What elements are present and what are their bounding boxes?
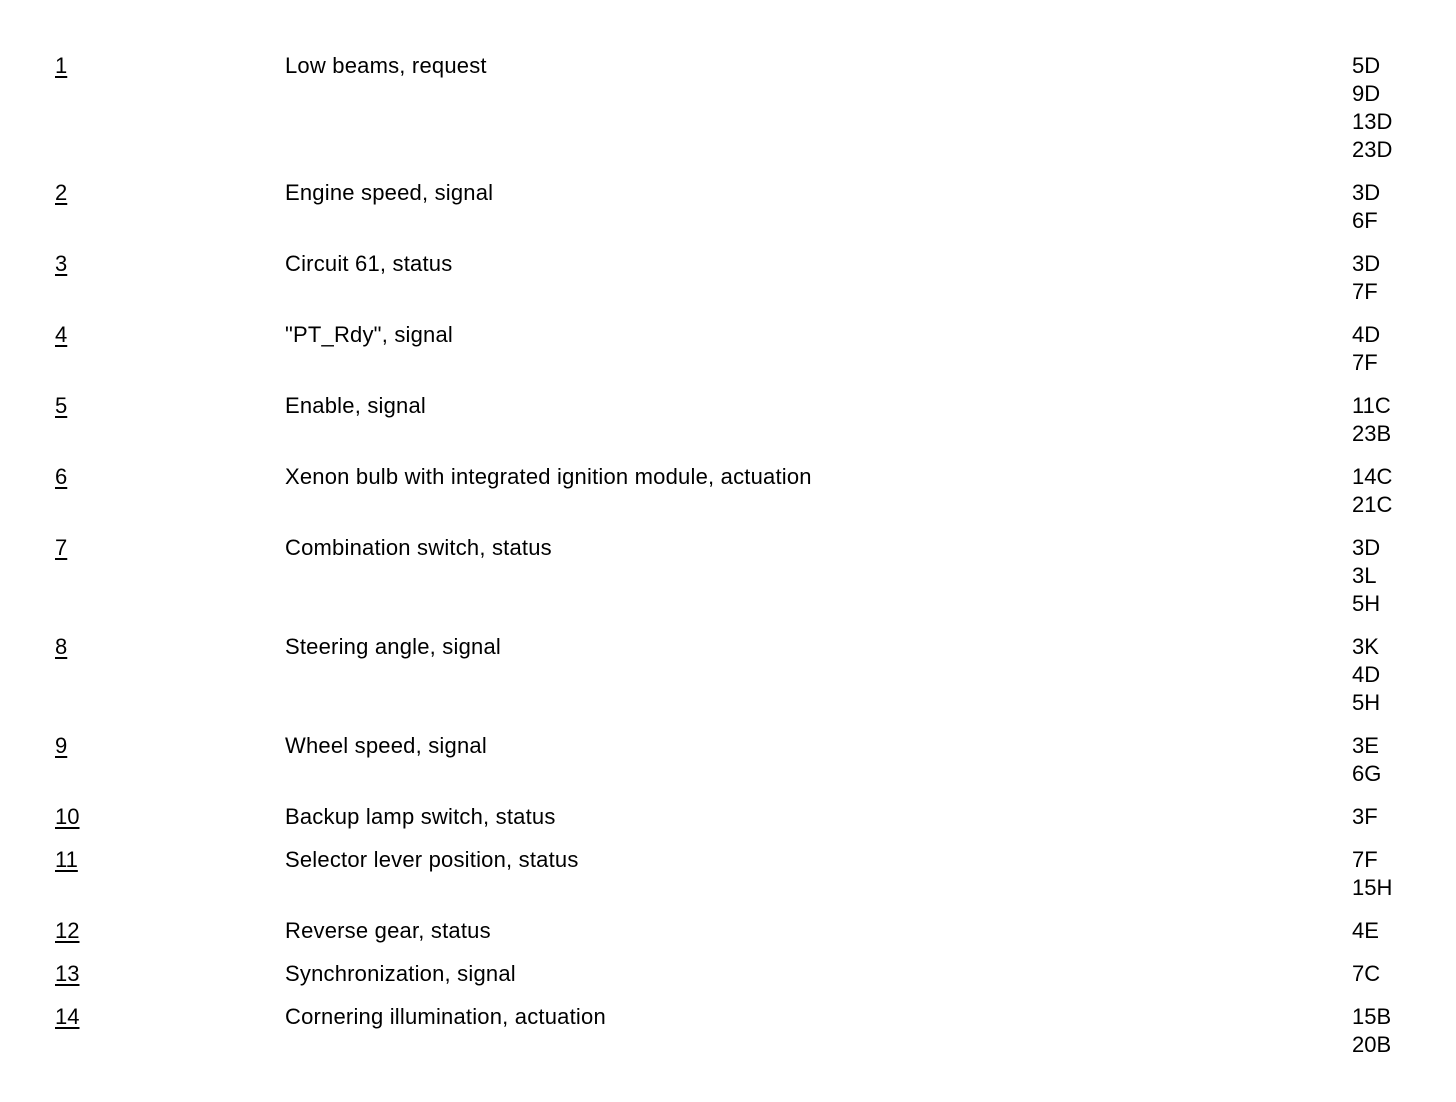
signal-description: Circuit 61, status xyxy=(285,251,453,276)
grid-reference: 7C xyxy=(1352,961,1381,986)
legend-row xyxy=(0,1003,1456,1059)
grid-references xyxy=(1352,1003,1391,1059)
signal-number-cell xyxy=(0,392,285,420)
signal-description: Steering angle, signal xyxy=(285,634,501,659)
grid-reference: 6G xyxy=(1352,761,1382,786)
signal-description: Cornering illumination, actuation xyxy=(285,1004,606,1029)
grid-references xyxy=(1352,534,1380,618)
signal-description: "PT_Rdy", signal xyxy=(285,322,453,347)
signal-description: Engine speed, signal xyxy=(285,180,494,205)
grid-reference: 5H xyxy=(1352,690,1381,715)
grid-reference: 15B xyxy=(1352,1004,1392,1029)
signal-number-cell xyxy=(0,1003,285,1031)
signal-number-link[interactable]: 9 xyxy=(55,733,68,758)
legend-row xyxy=(0,803,1456,831)
signal-description: Backup lamp switch, status xyxy=(285,804,556,829)
legend-row xyxy=(0,321,1456,377)
grid-reference: 3L xyxy=(1352,563,1377,588)
signal-number-cell xyxy=(0,463,285,491)
signal-number-cell xyxy=(0,633,285,661)
signal-number-cell xyxy=(0,732,285,760)
signal-description: Selector lever position, status xyxy=(285,847,579,872)
signal-number-link[interactable]: 11 xyxy=(55,847,78,872)
legend-row xyxy=(0,846,1456,902)
grid-references xyxy=(1352,633,1380,717)
grid-reference: 15H xyxy=(1352,875,1393,900)
signal-description: Wheel speed, signal xyxy=(285,733,487,758)
signal-number-cell xyxy=(0,846,285,874)
legend-row xyxy=(0,732,1456,788)
grid-reference: 7F xyxy=(1352,279,1378,304)
signal-description: Synchronization, signal xyxy=(285,961,516,986)
grid-reference: 23B xyxy=(1352,421,1392,446)
legend-row xyxy=(0,463,1456,519)
signal-number-link[interactable]: 12 xyxy=(55,918,80,943)
grid-reference: 4E xyxy=(1352,918,1379,943)
grid-references xyxy=(1352,52,1392,164)
signal-number-cell xyxy=(0,917,285,945)
signal-number-cell xyxy=(0,321,285,349)
grid-reference: 3F xyxy=(1352,804,1378,829)
grid-references xyxy=(1352,321,1380,377)
signal-number-link[interactable]: 7 xyxy=(55,535,68,560)
signal-number-link[interactable]: 6 xyxy=(55,464,68,489)
grid-reference: 21C xyxy=(1352,492,1393,517)
grid-reference: 3K xyxy=(1352,634,1379,659)
signal-legend-table xyxy=(0,52,1456,1074)
grid-reference: 7F xyxy=(1352,847,1378,872)
legend-row xyxy=(0,179,1456,235)
signal-number-link[interactable]: 10 xyxy=(55,804,80,829)
signal-description: Combination switch, status xyxy=(285,535,552,560)
grid-references xyxy=(1352,179,1380,235)
grid-reference: 20B xyxy=(1352,1032,1392,1057)
signal-number-cell xyxy=(0,250,285,278)
grid-reference: 14C xyxy=(1352,464,1393,489)
signal-description: Low beams, request xyxy=(285,53,487,78)
legend-row xyxy=(0,633,1456,717)
grid-reference: 3D xyxy=(1352,535,1381,560)
grid-references xyxy=(1352,392,1391,448)
signal-description: Enable, signal xyxy=(285,393,427,418)
signal-number-link[interactable]: 14 xyxy=(55,1004,80,1029)
signal-number-cell xyxy=(0,52,285,80)
grid-reference: 9D xyxy=(1352,81,1381,106)
grid-references xyxy=(1352,463,1392,519)
signal-description: Xenon bulb with integrated ignition module, actuation xyxy=(285,464,812,489)
signal-description: Reverse gear, status xyxy=(285,918,491,943)
signal-number-link[interactable]: 2 xyxy=(55,180,68,205)
legend-row xyxy=(0,534,1456,618)
signal-number-link[interactable]: 3 xyxy=(55,251,68,276)
grid-reference: 11C xyxy=(1352,393,1391,418)
grid-references xyxy=(1352,917,1379,945)
legend-row xyxy=(0,392,1456,448)
grid-references xyxy=(1352,960,1380,988)
signal-number-cell xyxy=(0,803,285,831)
legend-row xyxy=(0,917,1456,945)
grid-reference: 13D xyxy=(1352,109,1393,134)
grid-reference: 3D xyxy=(1352,180,1381,205)
grid-reference: 23D xyxy=(1352,137,1393,162)
grid-reference: 3D xyxy=(1352,251,1381,276)
signal-number-cell xyxy=(0,179,285,207)
grid-reference: 5D xyxy=(1352,53,1381,78)
signal-number-link[interactable]: 5 xyxy=(55,393,68,418)
grid-reference: 4D xyxy=(1352,662,1381,687)
grid-references xyxy=(1352,803,1378,831)
signal-number-cell xyxy=(0,960,285,988)
grid-reference: 7F xyxy=(1352,350,1378,375)
signal-number-link[interactable]: 8 xyxy=(55,634,68,659)
grid-references xyxy=(1352,846,1392,902)
legend-rows xyxy=(0,52,1456,1059)
signal-number-cell xyxy=(0,534,285,562)
grid-reference: 3E xyxy=(1352,733,1379,758)
signal-number-link[interactable]: 13 xyxy=(55,961,80,986)
grid-reference: 6F xyxy=(1352,208,1378,233)
grid-references xyxy=(1352,250,1380,306)
signal-number-link[interactable]: 4 xyxy=(55,322,68,347)
grid-reference: 4D xyxy=(1352,322,1381,347)
legend-row xyxy=(0,960,1456,988)
grid-reference: 5H xyxy=(1352,591,1381,616)
legend-row xyxy=(0,250,1456,306)
grid-references xyxy=(1352,732,1381,788)
signal-number-link[interactable]: 1 xyxy=(55,53,68,78)
legend-row xyxy=(0,52,1456,164)
